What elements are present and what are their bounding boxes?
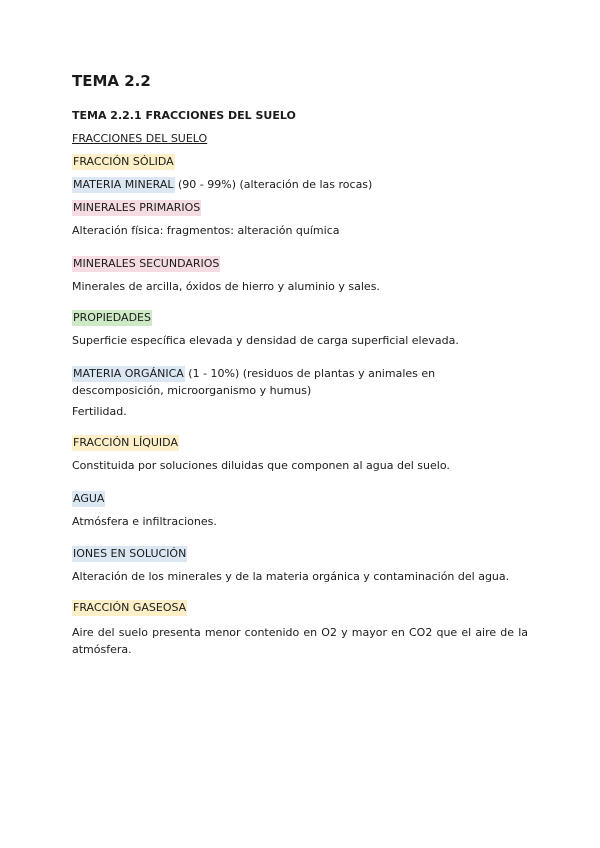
materia-organica-note: Fertilidad. <box>72 405 127 418</box>
materia-mineral-label: MATERIA MINERAL <box>73 178 174 191</box>
fraccion-gaseosa-label: FRACCIÓN GASEOSA <box>73 601 187 614</box>
iones-label: IONES EN SOLUCIÓN <box>73 547 187 560</box>
propiedades-label: PROPIEDADES <box>73 311 151 324</box>
materia-organica-label: MATERIA ORGÁNICA <box>73 367 184 380</box>
fraccion-solida-label: FRACCIÓN SÓLIDA <box>73 155 174 168</box>
minerales-secundarios-text: Minerales de arcilla, óxidos de hierro y aluminio y sales. <box>72 280 380 293</box>
fraccion-liquida-label: FRACCIÓN LÍQUIDA <box>73 436 178 449</box>
minerales-secundarios-label: MINERALES SECUNDARIOS <box>73 257 220 270</box>
section-heading: TEMA 2.2.1 FRACCIONES DEL SUELO <box>72 109 296 122</box>
section-subheading: FRACCIONES DEL SUELO <box>72 132 208 145</box>
materia-organica-paragraph <box>72 365 528 399</box>
materia-mineral-text: (90 - 99%) (alteración de las rocas) <box>174 178 373 191</box>
heading-fraccion-gaseosa <box>72 599 187 617</box>
heading-minerales-primarios <box>72 199 201 217</box>
agua-text: Atmósfera e infiltraciones. <box>72 515 217 528</box>
minerales-primarios-text: Alteración física: fragmentos: alteración química <box>72 224 340 237</box>
heading-minerales-secundarios <box>72 255 220 273</box>
heading-agua <box>72 490 105 508</box>
heading-fraccion-liquida <box>72 434 179 452</box>
materia-organica-text: (1 - 10%) (residuos de plantas y animales en descomposición, microorganismo y humus) <box>72 367 436 397</box>
iones-text: Alteración de los minerales y de la materia orgánica y contaminación del agua. <box>72 570 510 583</box>
fraccion-liquida-text: Constituida por soluciones diluidas que componen al agua del suelo. <box>72 459 450 472</box>
heading-iones <box>72 545 187 563</box>
minerales-primarios-label: MINERALES PRIMARIOS <box>73 201 201 214</box>
materia-mineral-line <box>72 176 372 194</box>
heading-propiedades <box>72 309 152 327</box>
heading-fraccion-solida <box>72 153 175 171</box>
agua-label: AGUA <box>73 492 105 505</box>
fraccion-gaseosa-text: Aire del suelo presenta menor contenido en O2 y mayor en CO2 que el aire de la atmósfera. <box>72 626 528 656</box>
document-title: TEMA 2.2 <box>72 72 151 90</box>
propiedades-text: Superficie específica elevada y densidad de carga superficial elevada. <box>72 334 459 347</box>
